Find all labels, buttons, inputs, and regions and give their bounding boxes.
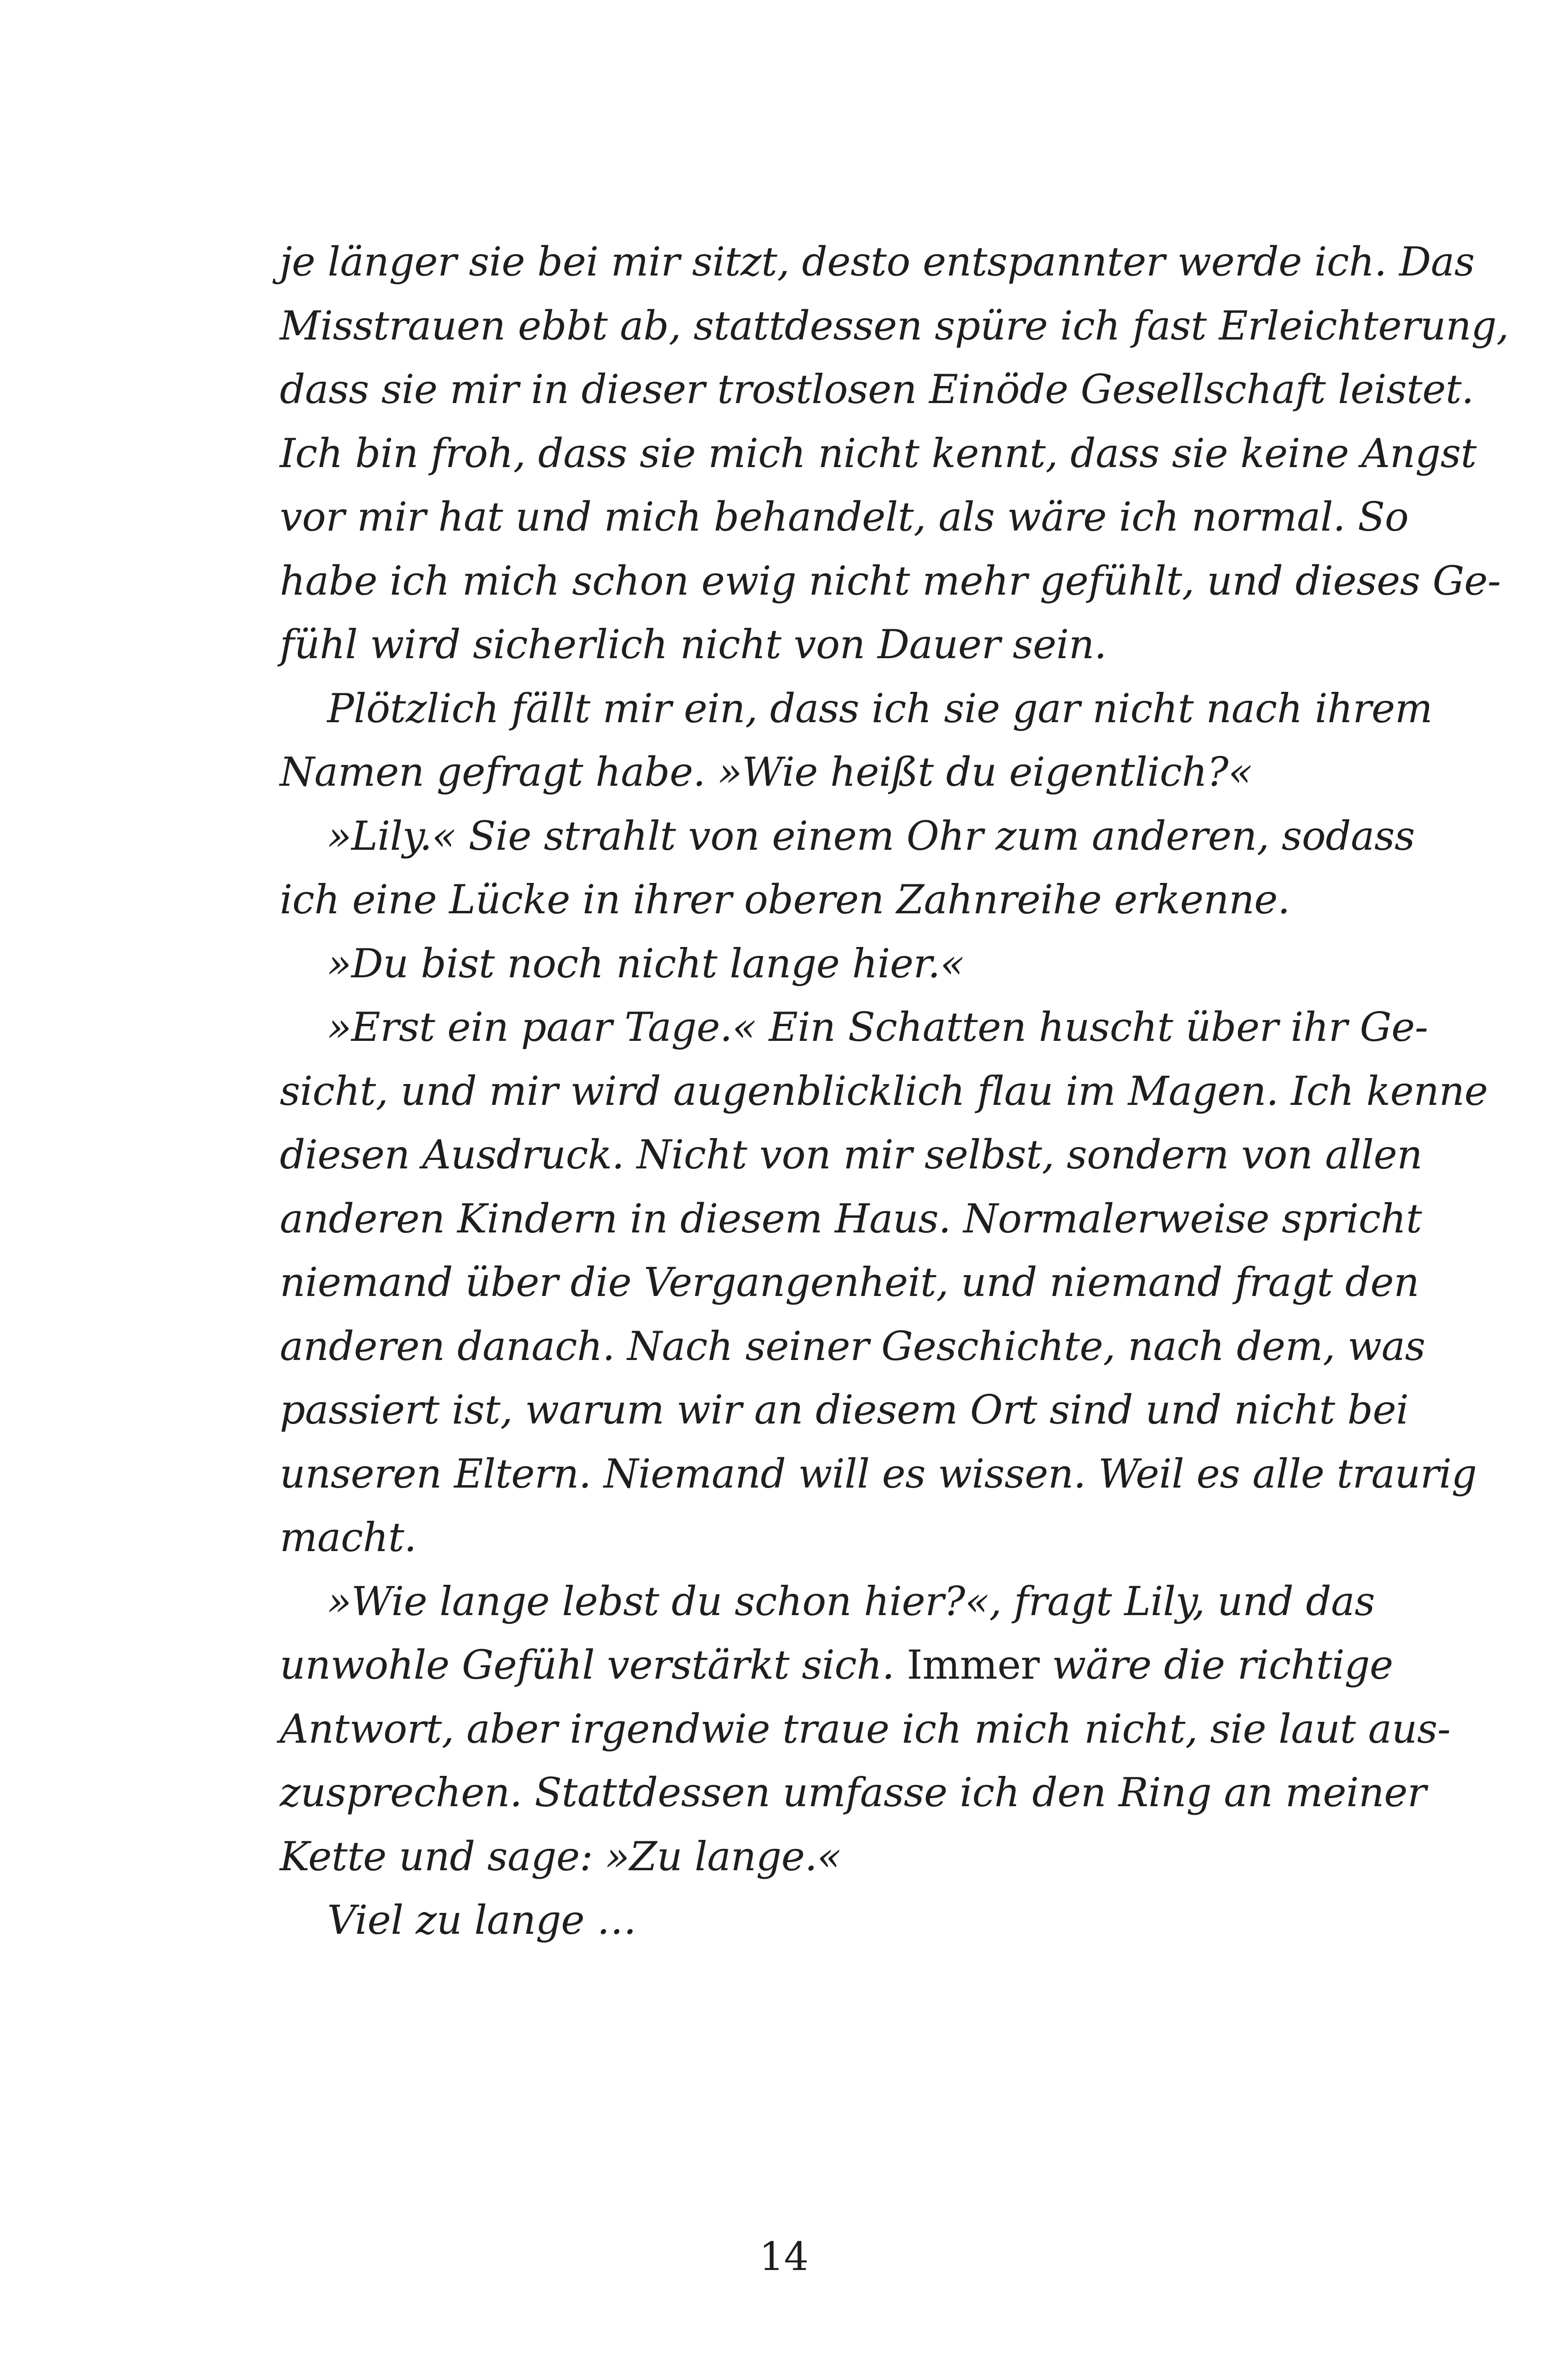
text-line: »Lily.« Sie strahlt von einem Ohr zum anderen, sodass — [327, 812, 1415, 859]
text-line: zusprechen. Stattdessen umfasse ich den Ring an meiner — [280, 1769, 1426, 1816]
text-line: anderen Kindern in diesem Haus. Normalerweise spricht — [280, 1195, 1422, 1242]
text-line: Kette und sage: »Zu lange.« — [280, 1833, 842, 1880]
text-line: »Erst ein paar Tage.« Ein Schatten huscht über ihr Ge- — [327, 1004, 1428, 1050]
text-line: vor mir hat und mich behandelt, als wäre ich normal. So — [280, 494, 1409, 540]
text-line: Namen gefragt habe. »Wie heißt du eigentlich?« — [280, 749, 1253, 795]
text-line: macht. — [280, 1514, 417, 1561]
text-line: sicht, und mir wird augenblicklich flau im Magen. Ich kenne — [280, 1067, 1488, 1114]
text-segment: unwohle Gefühl verstärkt sich. — [280, 1642, 907, 1688]
text-line: habe ich mich schon ewig nicht mehr gefühlt, und dieses Ge- — [280, 557, 1501, 604]
text-line: ich eine Lücke in ihrer oberen Zahnreihe erkenne. — [280, 876, 1290, 923]
text-line: Antwort, aber irgendwie traue ich mich nicht, sie laut aus- — [280, 1705, 1451, 1752]
upright-word: Immer — [907, 1642, 1040, 1688]
text-line: fühl wird sicherlich nicht von Dauer sein. — [280, 621, 1107, 668]
text-line: »Du bist noch nicht lange hier.« — [327, 940, 964, 987]
body-text — [280, 230, 1509, 1952]
text-line-mixed — [280, 1633, 1393, 1697]
text-line: Ich bin froh, dass sie mich nicht kennt, dass sie keine Angst — [280, 430, 1476, 477]
text-line: passiert ist, warum wir an diesem Ort sind und nicht bei — [280, 1387, 1409, 1433]
page-number: 14 — [759, 2234, 809, 2279]
text-line: dass sie mir in dieser trostlosen Einöde Gesellschaft leistet. — [280, 366, 1474, 413]
text-segment: wäre die richtige — [1039, 1642, 1393, 1688]
text-line: Misstrauen ebbt ab, stattdessen spüre ich fast Erleichterung, — [280, 302, 1509, 349]
text-line: niemand über die Vergangenheit, und niemand fragt den — [280, 1259, 1419, 1305]
text-line: diesen Ausdruck. Nicht von mir selbst, sondern von allen — [280, 1131, 1422, 1178]
text-line: Viel zu lange … — [327, 1897, 637, 1943]
text-line: »Wie lange lebst du schon hier?«, fragt Lily, und das — [327, 1578, 1375, 1625]
text-line: Plötzlich fällt mir ein, dass ich sie gar nicht nach ihrem — [327, 685, 1432, 732]
text-line: unseren Eltern. Niemand will es wissen. Weil es alle traurig — [280, 1450, 1477, 1497]
text-line: je länger sie bei mir sitzt, desto entspannter werde ich. Das — [280, 239, 1475, 285]
text-line: anderen danach. Nach seiner Geschichte, nach dem, was — [280, 1323, 1425, 1369]
